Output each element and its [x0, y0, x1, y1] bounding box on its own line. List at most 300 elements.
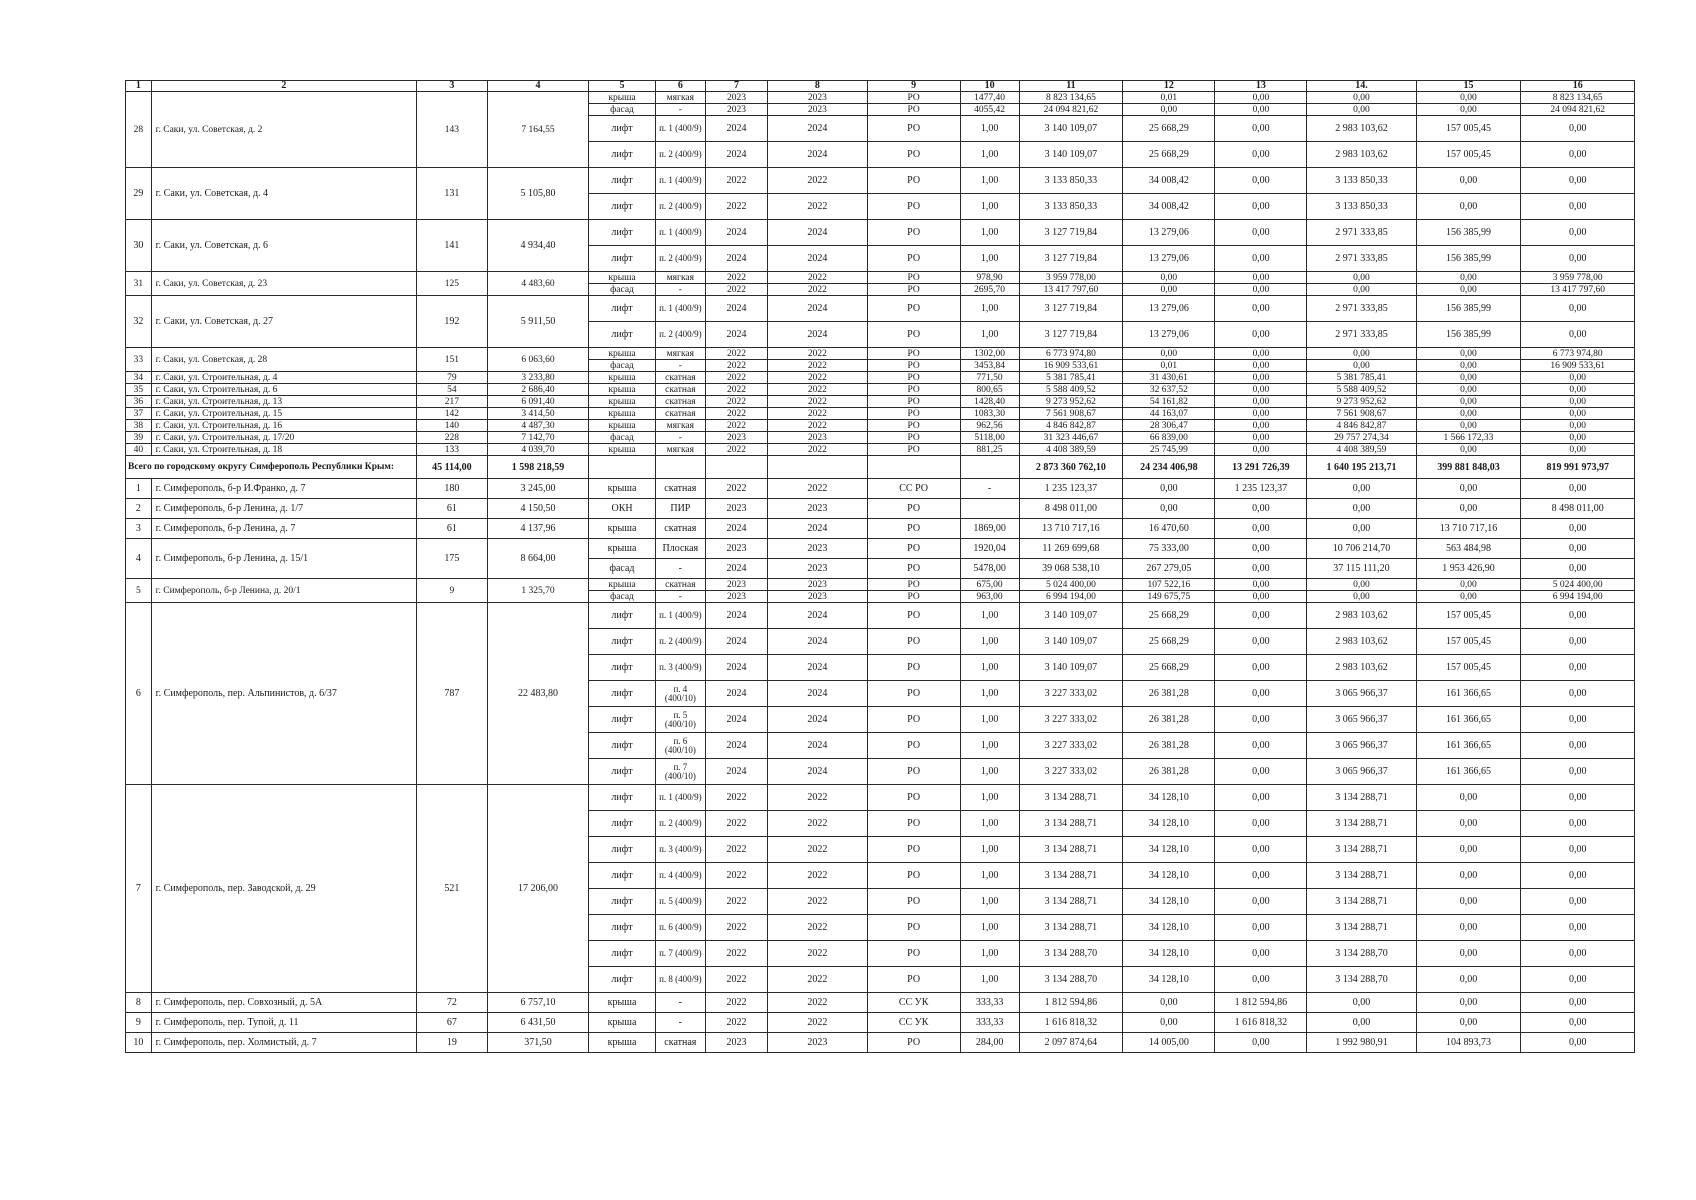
- cost-per-unit: 13 279,06: [1123, 220, 1215, 246]
- work-type: фасад: [589, 432, 655, 444]
- year-end: 2023: [768, 104, 868, 116]
- total-cost: 3 227 333,02: [1019, 733, 1123, 759]
- row-number: 40: [126, 444, 152, 456]
- total-residents: 45 114,00: [417, 456, 488, 479]
- fund-funds: 9 273 952,62: [1307, 396, 1416, 408]
- owner-funds: 0,00: [1215, 967, 1307, 993]
- total-cost: 3 227 333,02: [1019, 707, 1123, 733]
- table-body: [126, 81, 1635, 1053]
- residents-count: 79: [417, 372, 488, 384]
- owner-funds: 0,00: [1215, 272, 1307, 284]
- year-end: 2023: [768, 579, 868, 591]
- total-cost-per-unit: 24 234 406,98: [1123, 456, 1215, 479]
- column-header-6: 6: [655, 81, 705, 92]
- column-header-1: 1: [126, 81, 152, 92]
- owner-funds: 1 812 594,86: [1215, 993, 1307, 1013]
- volume: 1,00: [960, 811, 1019, 837]
- work-subtype: скатная: [655, 579, 705, 591]
- owner-funds: 0,00: [1215, 559, 1307, 579]
- work-subtype: скатная: [655, 408, 705, 420]
- work-subtype: п. 1 (400/9): [655, 168, 705, 194]
- total-cost: 3 134 288,70: [1019, 941, 1123, 967]
- table-row: [126, 372, 1635, 384]
- owner-funds: 0,00: [1215, 168, 1307, 194]
- year-end: 2022: [768, 284, 868, 296]
- building-area: 7 142,70: [487, 432, 589, 444]
- method: РО: [867, 220, 960, 246]
- work-subtype: ПИР: [655, 499, 705, 519]
- work-type: лифт: [589, 629, 655, 655]
- year-start: 2024: [706, 322, 768, 348]
- budget-funds: 0,00: [1416, 915, 1521, 941]
- volume: 1,00: [960, 733, 1019, 759]
- fund-funds: 0,00: [1307, 348, 1416, 360]
- fund-funds: 2 971 333,85: [1307, 246, 1416, 272]
- cost-per-unit: 44 163,07: [1123, 408, 1215, 420]
- row-number: 33: [126, 348, 152, 372]
- building-address: г. Саки, ул. Советская, д. 23: [151, 272, 416, 296]
- cost-per-unit: 34 128,10: [1123, 811, 1215, 837]
- budget-funds: 0,00: [1416, 92, 1521, 104]
- row-number: 35: [126, 384, 152, 396]
- method: РО: [867, 92, 960, 104]
- work-type: лифт: [589, 811, 655, 837]
- other-funds: 0,00: [1521, 194, 1635, 220]
- cost-per-unit: 0,01: [1123, 92, 1215, 104]
- volume: 1,00: [960, 629, 1019, 655]
- row-number: 4: [126, 539, 152, 579]
- work-subtype: -: [655, 1013, 705, 1033]
- total-cost: 16 909 533,61: [1019, 360, 1123, 372]
- year-end: 2022: [768, 941, 868, 967]
- work-type: лифт: [589, 733, 655, 759]
- owner-funds: 0,00: [1215, 629, 1307, 655]
- total-cost: 1 812 594,86: [1019, 993, 1123, 1013]
- table-row: [126, 92, 1635, 104]
- total-cost: 7 561 908,67: [1019, 408, 1123, 420]
- total-cost: 24 094 821,62: [1019, 104, 1123, 116]
- other-funds: 0,00: [1521, 681, 1635, 707]
- method: РО: [867, 759, 960, 785]
- year-start: 2022: [706, 384, 768, 396]
- other-funds: 0,00: [1521, 116, 1635, 142]
- cost-per-unit: 13 279,06: [1123, 246, 1215, 272]
- year-end: 2024: [768, 655, 868, 681]
- year-start: 2022: [706, 372, 768, 384]
- budget-funds: 13 710 717,16: [1416, 519, 1521, 539]
- year-end: 2022: [768, 915, 868, 941]
- budget-funds: 0,00: [1416, 837, 1521, 863]
- work-type: крыша: [589, 92, 655, 104]
- total-cost: 4 408 389,59: [1019, 444, 1123, 456]
- other-funds: 0,00: [1521, 759, 1635, 785]
- cost-per-unit: 25 668,29: [1123, 655, 1215, 681]
- other-funds: 0,00: [1521, 296, 1635, 322]
- volume: 1,00: [960, 707, 1019, 733]
- fund-funds: 3 134 288,71: [1307, 837, 1416, 863]
- owner-funds: 0,00: [1215, 360, 1307, 372]
- building-address: г. Саки, ул. Строительная, д. 13: [151, 396, 416, 408]
- volume: 1,00: [960, 785, 1019, 811]
- work-type: лифт: [589, 759, 655, 785]
- work-subtype: п. 2 (400/9): [655, 142, 705, 168]
- building-address: г. Саки, ул. Строительная, д. 17/20: [151, 432, 416, 444]
- volume: 1,00: [960, 246, 1019, 272]
- row-number: 2: [126, 499, 152, 519]
- fund-funds: 2 983 103,62: [1307, 116, 1416, 142]
- work-subtype: мягкая: [655, 92, 705, 104]
- column-header-13: 13: [1215, 81, 1307, 92]
- work-subtype: -: [655, 104, 705, 116]
- fund-funds: 3 134 288,71: [1307, 811, 1416, 837]
- budget-funds: 157 005,45: [1416, 629, 1521, 655]
- method: РО: [867, 1033, 960, 1053]
- cost-per-unit: 0,00: [1123, 272, 1215, 284]
- method: РО: [867, 444, 960, 456]
- year-start: 2024: [706, 603, 768, 629]
- total-empty-cell: [768, 456, 868, 479]
- work-subtype: п. 1 (400/9): [655, 296, 705, 322]
- year-end: 2022: [768, 479, 868, 499]
- building-address: г. Симферополь, пер. Тупой, д. 11: [151, 1013, 416, 1033]
- year-start: 2023: [706, 92, 768, 104]
- work-subtype: -: [655, 559, 705, 579]
- budget-funds: 161 366,65: [1416, 707, 1521, 733]
- method: РО: [867, 408, 960, 420]
- owner-funds: 0,00: [1215, 785, 1307, 811]
- work-subtype: мягкая: [655, 444, 705, 456]
- residents-count: 19: [417, 1033, 488, 1053]
- work-subtype: п. 4 (400/10): [655, 681, 705, 707]
- work-type: лифт: [589, 681, 655, 707]
- work-type: лифт: [589, 296, 655, 322]
- year-start: 2023: [706, 499, 768, 519]
- work-subtype: п. 8 (400/9): [655, 967, 705, 993]
- budget-funds: 0,00: [1416, 168, 1521, 194]
- other-funds: 3 959 778,00: [1521, 272, 1635, 284]
- fund-funds: 2 971 333,85: [1307, 296, 1416, 322]
- volume: 1,00: [960, 142, 1019, 168]
- owner-funds: 0,00: [1215, 811, 1307, 837]
- building-address: г. Саки, ул. Советская, д. 4: [151, 168, 416, 220]
- method: РО: [867, 272, 960, 284]
- budget-funds: 161 366,65: [1416, 759, 1521, 785]
- volume: 333,33: [960, 1013, 1019, 1033]
- residents-count: 140: [417, 420, 488, 432]
- work-subtype: п. 3 (400/9): [655, 837, 705, 863]
- cost-per-unit: 0,00: [1123, 284, 1215, 296]
- method: РО: [867, 168, 960, 194]
- fund-funds: 10 706 214,70: [1307, 539, 1416, 559]
- cost-per-unit: 66 839,00: [1123, 432, 1215, 444]
- work-type: крыша: [589, 420, 655, 432]
- building-area: 4 137,96: [487, 519, 589, 539]
- work-type: лифт: [589, 967, 655, 993]
- building-area: 3 233,80: [487, 372, 589, 384]
- column-header-15: 15: [1416, 81, 1521, 92]
- total-cost: 5 381 785,41: [1019, 372, 1123, 384]
- year-end: 2022: [768, 384, 868, 396]
- building-address: г. Симферополь, пер. Альпинистов, д. 6/37: [151, 603, 416, 785]
- total-empty-cell: [867, 456, 960, 479]
- row-number: 7: [126, 785, 152, 993]
- owner-funds: 0,00: [1215, 104, 1307, 116]
- cost-per-unit: 149 675,75: [1123, 591, 1215, 603]
- column-header-12: 12: [1123, 81, 1215, 92]
- year-end: 2023: [768, 499, 868, 519]
- residents-count: 133: [417, 444, 488, 456]
- budget-funds: 563 484,98: [1416, 539, 1521, 559]
- owner-funds: 0,00: [1215, 284, 1307, 296]
- row-number: 3: [126, 519, 152, 539]
- column-header-4: 4: [487, 81, 589, 92]
- year-start: 2022: [706, 360, 768, 372]
- table-row: [126, 785, 1635, 811]
- total-cost: 9 273 952,62: [1019, 396, 1123, 408]
- other-funds: 0,00: [1521, 479, 1635, 499]
- year-end: 2024: [768, 519, 868, 539]
- owner-funds: 0,00: [1215, 322, 1307, 348]
- owner-funds: 0,00: [1215, 116, 1307, 142]
- total-cost: 3 134 288,71: [1019, 837, 1123, 863]
- residents-count: 192: [417, 296, 488, 348]
- year-end: 2022: [768, 837, 868, 863]
- volume: 881,25: [960, 444, 1019, 456]
- budget-funds: 0,00: [1416, 1013, 1521, 1033]
- total-cost: 1 235 123,37: [1019, 479, 1123, 499]
- work-subtype: п. 1 (400/9): [655, 785, 705, 811]
- total-cost: 3 140 109,07: [1019, 116, 1123, 142]
- column-header-8: 8: [768, 81, 868, 92]
- row-number: 8: [126, 993, 152, 1013]
- fund-funds: 0,00: [1307, 104, 1416, 116]
- table-row: [126, 519, 1635, 539]
- building-area: 22 483,80: [487, 603, 589, 785]
- work-type: лифт: [589, 863, 655, 889]
- year-start: 2024: [706, 142, 768, 168]
- year-end: 2024: [768, 296, 868, 322]
- year-end: 2024: [768, 759, 868, 785]
- column-header-7: 7: [706, 81, 768, 92]
- total-cost: 3 140 109,07: [1019, 603, 1123, 629]
- building-area: 1 325,70: [487, 579, 589, 603]
- fund-funds: 37 115 111,20: [1307, 559, 1416, 579]
- budget-funds: 161 366,65: [1416, 681, 1521, 707]
- other-funds: 0,00: [1521, 322, 1635, 348]
- total-cost: 3 127 719,84: [1019, 296, 1123, 322]
- fund-funds: 3 065 966,37: [1307, 733, 1416, 759]
- volume: -: [960, 479, 1019, 499]
- building-address: г. Симферополь, б-р Ленина, д. 1/7: [151, 499, 416, 519]
- total-label: Всего по городскому округу Симферополь Республики Крым:: [126, 456, 417, 479]
- row-number: 6: [126, 603, 152, 785]
- work-type: лифт: [589, 889, 655, 915]
- volume: 1,00: [960, 759, 1019, 785]
- column-header-9: 9: [867, 81, 960, 92]
- total-cost: 3 133 850,33: [1019, 168, 1123, 194]
- building-address: г. Саки, ул. Строительная, д. 15: [151, 408, 416, 420]
- volume: 3453,84: [960, 360, 1019, 372]
- year-end: 2022: [768, 348, 868, 360]
- fund-funds: 5 381 785,41: [1307, 372, 1416, 384]
- column-header-3: 3: [417, 81, 488, 92]
- year-end: 2022: [768, 194, 868, 220]
- total-cost: 4 846 842,87: [1019, 420, 1123, 432]
- table-row: [126, 579, 1635, 591]
- fund-funds: 0,00: [1307, 993, 1416, 1013]
- budget-funds: 157 005,45: [1416, 603, 1521, 629]
- table-row: [126, 420, 1635, 432]
- total-cost: 3 959 778,00: [1019, 272, 1123, 284]
- year-start: 2022: [706, 915, 768, 941]
- residents-count: 125: [417, 272, 488, 296]
- owner-funds: 0,00: [1215, 220, 1307, 246]
- fund-funds: 0,00: [1307, 499, 1416, 519]
- year-end: 2024: [768, 603, 868, 629]
- budget-funds: 0,00: [1416, 408, 1521, 420]
- year-end: 2023: [768, 591, 868, 603]
- volume: 1,00: [960, 322, 1019, 348]
- budget-funds: 0,00: [1416, 372, 1521, 384]
- building-area: 8 664,00: [487, 539, 589, 579]
- other-funds: 0,00: [1521, 1013, 1635, 1033]
- work-type: лифт: [589, 246, 655, 272]
- year-start: 2022: [706, 420, 768, 432]
- method: СС УК: [867, 1013, 960, 1033]
- cost-per-unit: 25 668,29: [1123, 142, 1215, 168]
- year-end: 2024: [768, 246, 868, 272]
- method: РО: [867, 396, 960, 408]
- total-cost: 3 134 288,71: [1019, 915, 1123, 941]
- year-end: 2022: [768, 420, 868, 432]
- year-end: 2022: [768, 967, 868, 993]
- residents-count: 228: [417, 432, 488, 444]
- total-cost: 6 994 194,00: [1019, 591, 1123, 603]
- other-funds: 6 994 194,00: [1521, 591, 1635, 603]
- year-start: 2023: [706, 579, 768, 591]
- method: РО: [867, 785, 960, 811]
- year-start: 2022: [706, 348, 768, 360]
- other-funds: 0,00: [1521, 384, 1635, 396]
- fund-funds: 0,00: [1307, 579, 1416, 591]
- building-address: г. Саки, ул. Строительная, д. 6: [151, 384, 416, 396]
- cost-per-unit: 34 128,10: [1123, 889, 1215, 915]
- year-start: 2022: [706, 272, 768, 284]
- building-area: 2 686,40: [487, 384, 589, 396]
- owner-funds: 0,00: [1215, 863, 1307, 889]
- work-type: крыша: [589, 479, 655, 499]
- column-header-2: 2: [151, 81, 416, 92]
- year-start: 2022: [706, 993, 768, 1013]
- work-subtype: п. 6 (400/9): [655, 915, 705, 941]
- fund-funds: 3 133 850,33: [1307, 168, 1416, 194]
- budget-funds: 1 566 172,33: [1416, 432, 1521, 444]
- work-subtype: -: [655, 993, 705, 1013]
- other-funds: 0,00: [1521, 420, 1635, 432]
- cost-per-unit: 34 128,10: [1123, 837, 1215, 863]
- work-type: крыша: [589, 408, 655, 420]
- work-type: лифт: [589, 194, 655, 220]
- building-address: г. Саки, ул. Строительная, д. 18: [151, 444, 416, 456]
- building-area: 6 063,60: [487, 348, 589, 372]
- work-subtype: п. 7 (400/9): [655, 941, 705, 967]
- residents-count: 141: [417, 220, 488, 272]
- owner-funds: 0,00: [1215, 759, 1307, 785]
- other-funds: 0,00: [1521, 707, 1635, 733]
- volume: 1,00: [960, 220, 1019, 246]
- budget-funds: 156 385,99: [1416, 220, 1521, 246]
- column-header-10: 10: [960, 81, 1019, 92]
- volume: 1,00: [960, 194, 1019, 220]
- owner-funds: 0,00: [1215, 432, 1307, 444]
- volume: 1,00: [960, 655, 1019, 681]
- work-type: лифт: [589, 655, 655, 681]
- year-start: 2022: [706, 941, 768, 967]
- other-funds: 13 417 797,60: [1521, 284, 1635, 296]
- budget-funds: 0,00: [1416, 889, 1521, 915]
- building-address: г. Саки, ул. Строительная, д. 16: [151, 420, 416, 432]
- method: РО: [867, 579, 960, 591]
- building-area: 371,50: [487, 1033, 589, 1053]
- residents-count: 521: [417, 785, 488, 993]
- budget-funds: 0,00: [1416, 967, 1521, 993]
- total-empty-cell: [960, 456, 1019, 479]
- residents-count: 217: [417, 396, 488, 408]
- residents-count: 72: [417, 993, 488, 1013]
- method: РО: [867, 194, 960, 220]
- total-cost: 3 133 850,33: [1019, 194, 1123, 220]
- other-funds: 24 094 821,62: [1521, 104, 1635, 116]
- year-end: 2022: [768, 1013, 868, 1033]
- other-funds: 0,00: [1521, 967, 1635, 993]
- fund-funds: 3 134 288,71: [1307, 889, 1416, 915]
- year-end: 2022: [768, 444, 868, 456]
- owner-funds: 1 616 818,32: [1215, 1013, 1307, 1033]
- total-other-funds: 819 991 973,97: [1521, 456, 1635, 479]
- fund-funds: 2 983 103,62: [1307, 142, 1416, 168]
- other-funds: 16 909 533,61: [1521, 360, 1635, 372]
- year-start: 2024: [706, 629, 768, 655]
- volume: 1083,30: [960, 408, 1019, 420]
- year-start: 2024: [706, 519, 768, 539]
- owner-funds: 0,00: [1215, 681, 1307, 707]
- method: РО: [867, 499, 960, 519]
- owner-funds: 0,00: [1215, 603, 1307, 629]
- table-row: [126, 348, 1635, 360]
- cost-per-unit: 0,00: [1123, 499, 1215, 519]
- volume: 1477,40: [960, 92, 1019, 104]
- work-subtype: п. 3 (400/9): [655, 655, 705, 681]
- method: СС РО: [867, 479, 960, 499]
- total-cost: 8 823 134,65: [1019, 92, 1123, 104]
- year-start: 2022: [706, 168, 768, 194]
- total-cost: 3 134 288,71: [1019, 889, 1123, 915]
- owner-funds: 0,00: [1215, 655, 1307, 681]
- budget-funds: 157 005,45: [1416, 142, 1521, 168]
- fund-funds: 2 983 103,62: [1307, 655, 1416, 681]
- total-cost: 31 323 446,67: [1019, 432, 1123, 444]
- residents-count: 142: [417, 408, 488, 420]
- residents-count: 131: [417, 168, 488, 220]
- year-start: 2024: [706, 246, 768, 272]
- year-start: 2022: [706, 811, 768, 837]
- fund-funds: 2 971 333,85: [1307, 322, 1416, 348]
- work-type: крыша: [589, 1013, 655, 1033]
- fund-funds: 3 134 288,71: [1307, 785, 1416, 811]
- column-number-row: [126, 81, 1635, 92]
- year-end: 2022: [768, 168, 868, 194]
- fund-funds: 0,00: [1307, 519, 1416, 539]
